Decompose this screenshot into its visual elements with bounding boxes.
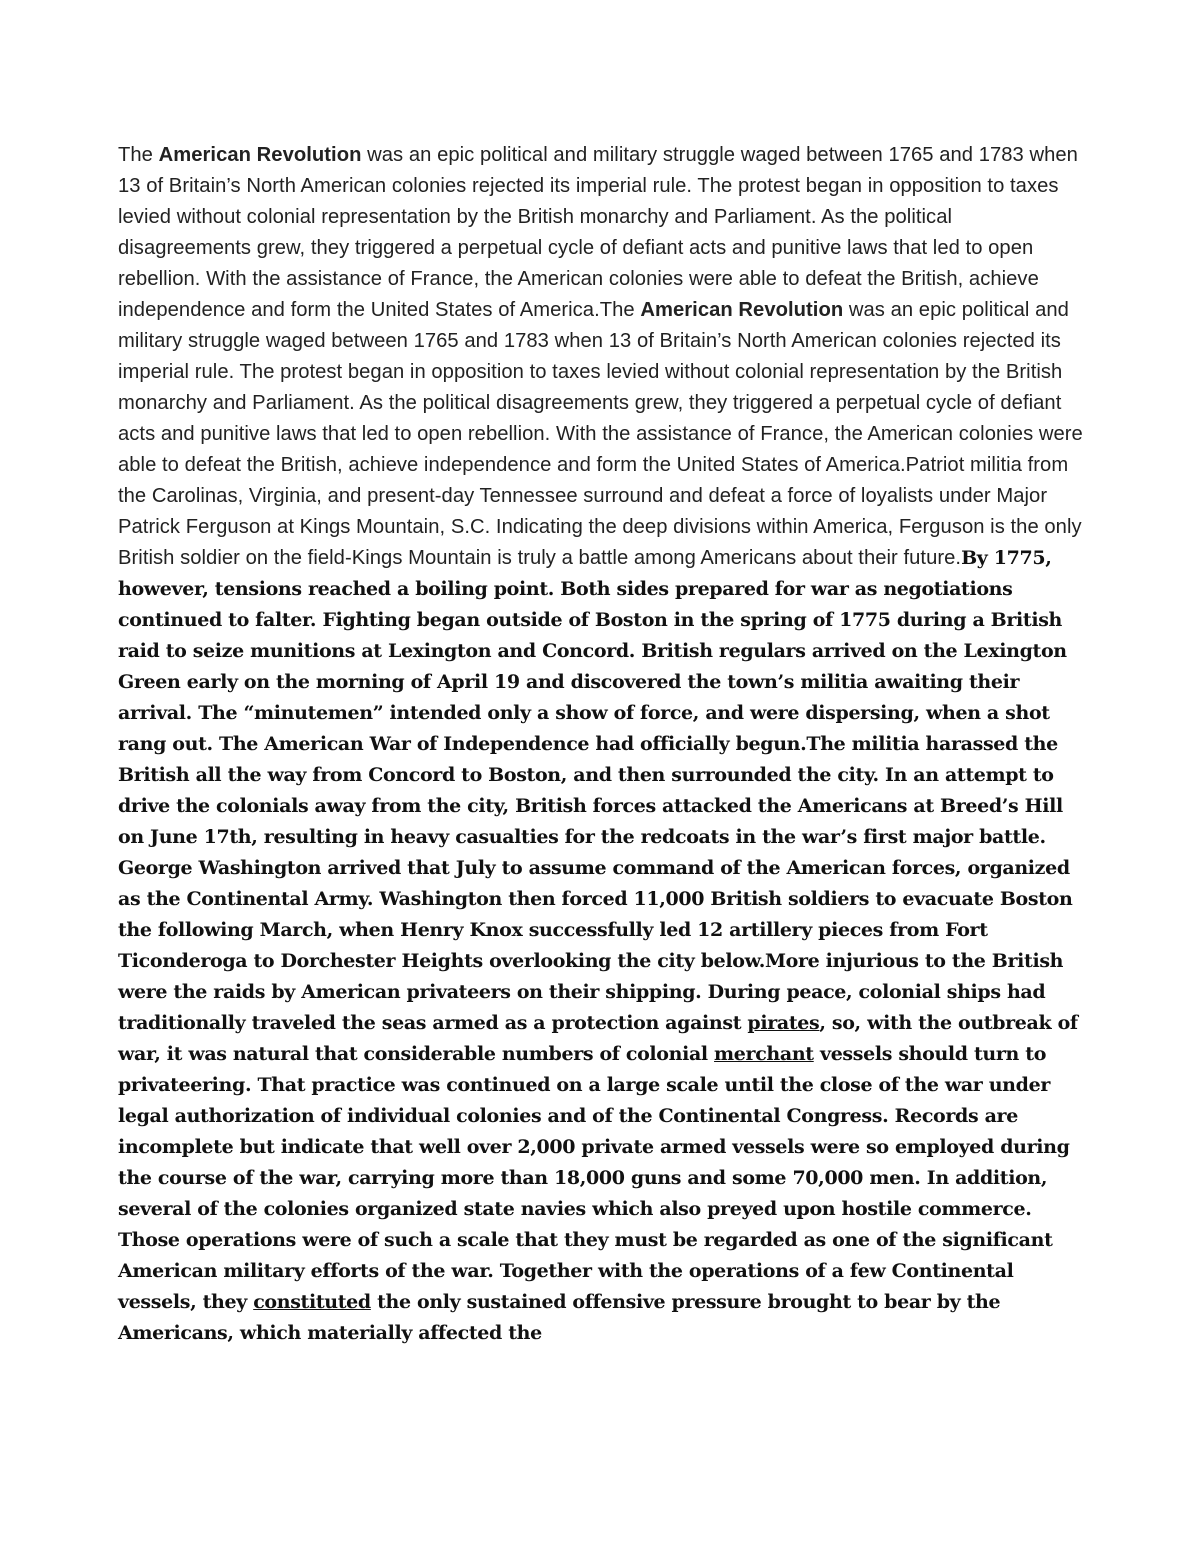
text-run: was an epic political and military struggle waged between 1765 and 1783 when 13 of Britain’s North American colonies rejected its imperial rule. The protest began in opposition to taxes levied without colonial representation by the British monarchy and Parliament. As the political disagreements grew, they triggered a perpetual cycle of defiant acts and punitive laws that led to open rebellion. With the assistance of France, the American colonies were able to defeat the British, achieve independence and form the United States of America.The [118,144,1078,321]
text-run: was an epic political and military struggle waged between 1765 and 1783 when 13 of Britain’s North American colonies rejected its imperial rule. The protest began in opposition to taxes levied without colonial representation by the British monarchy and Parliament. As the political disagreements grew, they triggered a perpetual cycle of defiant acts and punitive laws that led to open rebellion. With the assistance of France, the American colonies were able to defeat the British, achieve independence and form the United States of America.Patriot militia from the Carolinas, Virginia, and present-day Tennessee surround and defeat a force of loyalists under Major Patrick Ferguson at Kings Mountain, S.C. Indicating the deep divisions within America, Ferguson is the only British soldier on the field-Kings Mountain is truly a battle among Americans about their future. [118,299,1083,569]
text-run-serif-bold: By 1775, however, tensions reached a boiling point. Both sides prepared for war as negotiations continued to falter. Fighting began outside of Boston in the spring of 1775 during a British raid to seize munitions at Lexington and Concord. British regulars arrived on the Lexington Green early on the morning of April 19 and discovered the town’s militia awaiting their arrival. The “minutemen” intended only a show of force, and were dispersing, when a shot rang out. The American War of Independence had officially begun.The militia harassed the British all the way from Concord to Boston, and then surrounded the city. In an attempt to drive the colonials away from the city, British forces attacked the Americans at Breed’s Hill on June 17th, resulting in heavy casualties for the redcoats in the war’s first major battle. George Washington arrived that July to assume command of the American forces, organized as the Continental Army. Washington then forced 11,000 British soldiers to evacuate Boston the following March, when Henry Knox successfully led 12 artillery pieces from Fort Ticonderoga to Dorchester Heights overlooking the city below.More injurious to the British were the raids by American privateers on their shipping. During peace, colonial ships had traditionally traveled the seas armed as a protection against [118,547,1073,1034]
body-paragraph [118,140,1083,1349]
text-run-serif-bold: vessels should turn to privateering. That practice was continued on a large scale until the close of the war under legal authorization of individual colonies and of the Continental Congress. Records are incomplete but indicate that well over 2,000 private armed vessels were so employed during the course of the war, carrying more than 18,000 guns and some 70,000 men. In addition, several of the colonies organized state navies which also preyed upon hostile commerce. Those operations were of such a scale that they must be regarded as one of the significant American military efforts of the war. Together with the operations of a few Continental vessels, they [118,1043,1070,1313]
document-page [118,140,1083,1349]
link-merchant[interactable]: merchant [714,1043,814,1065]
link-constituted[interactable]: constituted [253,1291,371,1313]
text-run-serif-bold: , so, with the outbreak of war, it was natural that considerable numbers of colonial [118,1012,1078,1065]
bold-term-american-revolution: American Revolution [158,144,362,166]
text-run: The [118,144,159,166]
bold-term-american-revolution: American Revolution [640,299,844,321]
text-run-serif-bold: the only sustained offensive pressure brought to bear by the Americans, which materially affected the [118,1291,1001,1344]
link-pirates[interactable]: pirates [747,1012,820,1034]
